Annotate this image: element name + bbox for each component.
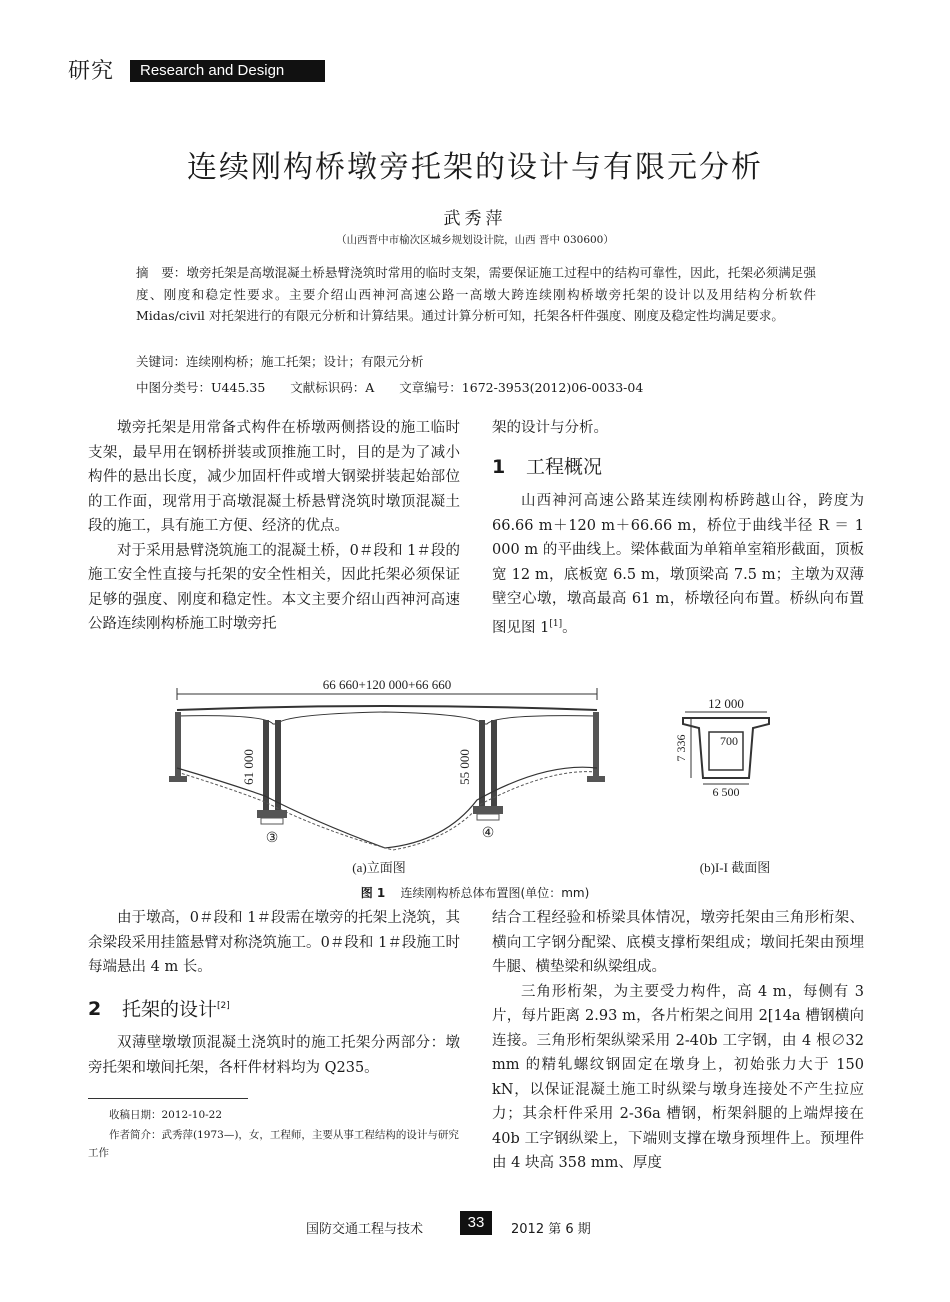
section-web: 700 bbox=[720, 734, 738, 748]
pier-4-id: ④ bbox=[481, 826, 495, 841]
citation: [1] bbox=[549, 618, 563, 629]
subfigure-b-label: (b)I-I 截面图 bbox=[699, 860, 771, 875]
right-column-bottom bbox=[492, 906, 864, 1176]
paragraph: 双薄壁墩墩顶混凝土浇筑时的施工托架分两部分：墩旁托架和墩间托架，各杆件材料均为 Q235。 bbox=[88, 1035, 460, 1076]
bridge-deck bbox=[177, 706, 597, 710]
section-top-width: 12 000 bbox=[708, 696, 744, 711]
footer-issue: 2012 第 6 期 bbox=[511, 1222, 591, 1237]
box-girder-section bbox=[683, 718, 769, 778]
footnote-received: 收稿日期：2012-10-22 bbox=[109, 1109, 223, 1121]
classification: 中图分类号：U445.35 文献标识码：A 文章编号：1672-3953(2012)06-0033-04 bbox=[136, 380, 644, 395]
subfigure-a-label: (a)立面图 bbox=[352, 860, 406, 875]
paragraph: 三角形桁架，为主要受力构件，高 4 m，每侧有 3 片，每片距离 2.93 m，各片桁架之间用 2[14a 槽钢横向连接。三角形桁架纵梁采用 2-40b 工字钢，由 4 根∅32 mm 的精轧螺纹钢固定在墩身上，初始张力大于 150 kN，以保证混凝土施工时纵梁与墩身连接处不产生拉应力；其余杆件采用 2-36a 槽钢，桁架斜腿的上端焊接在 40b 工字钢纵梁上，下端则支撑在墩身预埋件上。预埋件由 4 块高 358 mm、厚度 bbox=[492, 983, 864, 1171]
punct: 。 bbox=[562, 619, 577, 636]
paragraph: 结合工程经验和桥梁具体情况，墩旁托架由三角形桁架、横向工字钢分配梁、底模支撑桁架组成；墩间托架由预埋牛腿、横垫梁和纵梁组成。 bbox=[492, 910, 864, 975]
pier-3-id: ③ bbox=[265, 831, 279, 846]
author: 武秀萍 bbox=[443, 209, 507, 229]
span-label: 66 660+120 000+66 660 bbox=[322, 677, 452, 692]
footnote-author-bio: 作者简介：武秀萍(1973—)，女，工程师，主要从事工程结构的设计与研究工作 bbox=[88, 1129, 459, 1159]
footer-journal: 国防交通工程与技术 bbox=[306, 1222, 424, 1237]
ground-line bbox=[177, 767, 597, 848]
footnote-rule bbox=[88, 1098, 248, 1099]
section-label-cn: 研究 bbox=[68, 59, 115, 84]
section-2-heading bbox=[88, 994, 460, 1022]
section-height: 7 336 bbox=[674, 734, 688, 762]
bridge-figure bbox=[165, 672, 805, 878]
left-column-bottom bbox=[88, 906, 460, 1080]
affiliation: （山西晋中市榆次区城乡规划设计院，山西 晋中 030600） bbox=[336, 234, 614, 246]
caption-number: 图 1 bbox=[360, 886, 386, 900]
pier-4-height: 55 000 bbox=[457, 749, 472, 785]
paragraph: 对于采用悬臂浇筑施工的混凝土桥，0＃段和 1＃段的施工安全性直接与托架的安全性相关，因此托架必须保证足够的强度、刚度和稳定性。本文主要介绍山西神河高速公路连续刚构桥施工时墩旁托 bbox=[88, 542, 460, 632]
section-number: 1 bbox=[492, 455, 506, 478]
figure-caption bbox=[0, 884, 950, 901]
section-label-en: Research and Design bbox=[130, 60, 325, 82]
paper-title: 连续刚构桥墩旁托架的设计与有限元分析 bbox=[187, 150, 763, 185]
section-title: 托架的设计 bbox=[122, 997, 218, 1020]
section-bottom-width: 6 500 bbox=[712, 785, 740, 799]
paragraph: 墩旁托架是用常备式构件在桥墩两侧搭设的施工临时支架，最早用在钢桥拼装或顶推施工时，目的是为了减小构件的悬出长度，减少加固杆件或增大钢梁拼装起始部位的工作面，现常用于高墩混凝土桥悬臂浇筑时墩顶混凝土段的施工，具有施工方便、经济的优点。 bbox=[88, 420, 460, 534]
section-1-heading bbox=[492, 455, 864, 480]
abstract: 摘 要：墩旁托架是高墩混凝土桥悬臂浇筑时常用的临时支架，需要保证施工过程中的结构可靠性，因此，托架必须满足强度、刚度和稳定性要求。主要介绍山西神河高速公路一高墩大跨连续刚构桥墩旁托架的设计以及用结构分析软件 Midas/civil 对托架进行的有限元分析和计算结果。通过计算分析可知，托架各杆件强度、刚度及稳定性均满足要求。 bbox=[136, 265, 816, 323]
caption-text: 连续刚构桥总体布置图(单位：mm) bbox=[400, 886, 590, 900]
page-number: 33 bbox=[460, 1211, 492, 1235]
paragraph-text: 山西神河高速公路某连续刚构桥跨越山谷，跨度为 66.66 m＋120 m＋66.66 m，桥位于曲线半径 R ＝ 1 000 m 的平曲线上。梁体截面为单箱单室箱形截面，顶板宽 12 m，底板宽 6.5 m，墩顶梁高 7.5 m；主墩为双薄壁空心墩，墩高最高 61 m，桥墩径向布置。桥纵向布置图见图 1 bbox=[492, 493, 864, 636]
paragraph bbox=[492, 489, 864, 640]
citation: [2] bbox=[217, 1000, 230, 1011]
section-title: 工程概况 bbox=[526, 455, 603, 478]
section-number: 2 bbox=[88, 997, 102, 1020]
pier-4 bbox=[479, 720, 485, 806]
pier-3-height: 61 000 bbox=[241, 749, 256, 785]
right-column-top bbox=[492, 416, 864, 640]
left-column-top bbox=[88, 416, 460, 637]
keywords: 关键词：连续刚构桥；施工托架；设计；有限元分析 bbox=[136, 354, 424, 369]
paragraph: 由于墩高，0＃段和 1＃段需在墩旁的托架上浇筑，其余梁段采用挂篮悬臂对称浇筑施工。0＃段和 1＃段施工时每端悬出 4 m 长。 bbox=[88, 910, 460, 975]
paragraph-continuation: 架的设计与分析。 bbox=[492, 420, 608, 436]
